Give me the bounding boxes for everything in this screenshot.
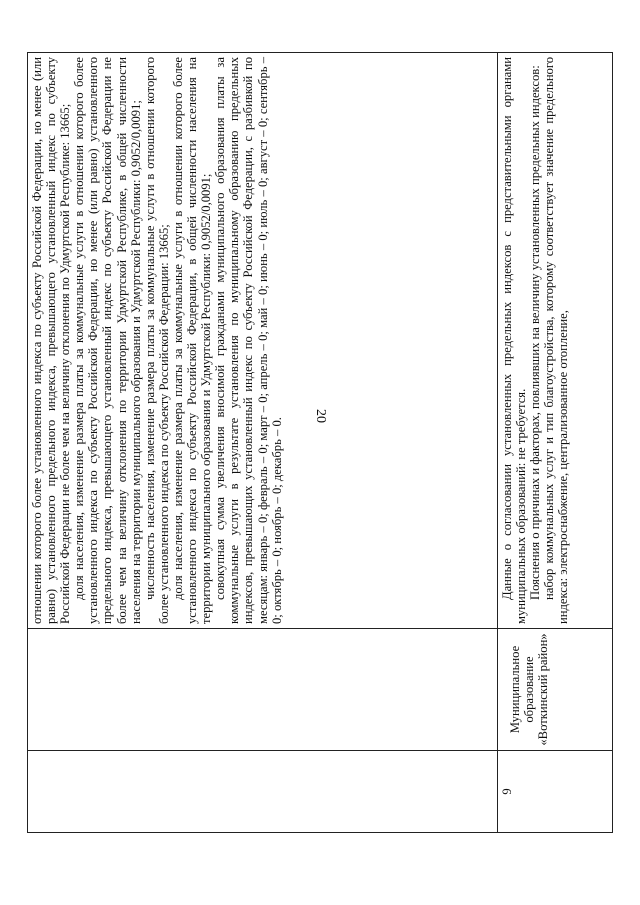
row-number: 9 bbox=[498, 751, 613, 833]
organization-line: Муниципальное bbox=[508, 645, 522, 734]
continued-paragraph: численность населения, изменение размера платы за коммунальные услуги в отношении которого более установленного индекса по субъекту Российской Федерации: 13665; bbox=[142, 57, 171, 624]
row9-paragraph: набор коммунальных услуг и тип благоустройства, которому соответствует значение предельного индекса: электроснабжение, централизованное отопление, bbox=[542, 57, 571, 624]
details-cell-9 bbox=[498, 53, 613, 629]
continued-paragraph: совокупная сумма увеличения вносимой гражданами муниципального образования платы за коммунальные услуги в результате установления по муниципальному образованию предельных индексов, превышающих установленный индекс по субъекту Российской Федерации, с разбивкой по месяцам: январь – 0; февраль – 0; март – 0; апрель – 0; май – 0; июнь – 0; июль – 0; август – 0; сентябрь – 0; октябрь – 0; ноябрь – 0; декабрь – 0. bbox=[213, 57, 284, 624]
landscape-page bbox=[27, 53, 613, 833]
organization-line: образование bbox=[522, 656, 537, 723]
continued-paragraph: доля населения, изменение размера платы за коммунальные услуги в отношении которого более установленного индекса по субъекту Российской Федерации, но менее (или равно) установленного предельного индекса, превышающего установленный индекс по субъекту Российской Федерации не более чем на величину отклонения по территории Удмуртской Республике, в общей численности населения на территории муниципального образования и Удмуртской Республики: 0,9052/0,0091; bbox=[72, 57, 143, 624]
organization-name bbox=[498, 629, 613, 751]
row9-paragraph: Данные о согласовании установленных предельных индексов с представительными органами муниципальных образований: не требуется. bbox=[500, 57, 529, 624]
organization-cell-empty bbox=[28, 629, 498, 751]
continued-paragraph: отношении которого более установленного индекса по субъекту Российской Федерации, но менее (или равно) установленного предельного индекса, превышающего установленный индекс по субъекту Российской Федерации не более чем на величину отклонения по Удмуртской Республике: 13665; bbox=[30, 57, 73, 624]
continued-paragraph: доля населения, изменение размера платы за коммунальные услуги в отношении которого более установленного индекса по субъекту Российской Федерации, в общей численности населения на территории муниципального образования и Удмуртской Республики: 0,9052/0,0091; bbox=[170, 57, 214, 624]
number-cell-empty bbox=[28, 751, 498, 833]
data-table bbox=[27, 52, 613, 833]
table-row-9 bbox=[498, 53, 613, 833]
table-row-continued bbox=[28, 53, 498, 833]
row9-paragraph: Пояснения о причинах и факторах, повлиявших на величину установленных предельных индексов: bbox=[528, 65, 543, 600]
details-cell bbox=[28, 53, 498, 629]
page-number: 20 bbox=[313, 409, 328, 423]
organization-line: «Воткинский район» bbox=[536, 633, 551, 746]
